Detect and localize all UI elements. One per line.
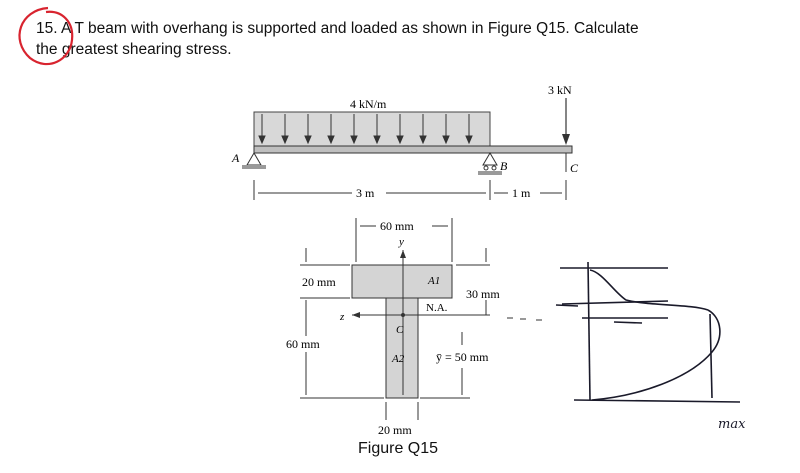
support-a-label: A: [232, 151, 240, 165]
point-load-arrow: [562, 134, 570, 145]
y-axis-label: y: [399, 236, 404, 248]
overhang-bc-label: 1 m: [512, 186, 531, 200]
point-c-label: C: [570, 161, 579, 175]
red-circle-mark: [20, 8, 73, 64]
area-a2-label: A2: [392, 353, 405, 365]
z-axis-arrow: [352, 312, 360, 318]
z-axis-label: z: [340, 311, 345, 323]
beam: [254, 146, 572, 153]
span-ab-label: 3 m: [356, 186, 375, 200]
question-line-2: the greatest shearing stress.: [36, 41, 232, 58]
question-line-1: 15. A T beam with overhang is supported and loaded as shown in Figure Q15. Calculate: [36, 20, 639, 37]
t-section-diagram: [286, 218, 500, 437]
beam-diagram: [231, 83, 579, 200]
y-axis-arrow: [400, 250, 406, 258]
figure-caption: Figure Q15: [358, 440, 439, 457]
max-annotation: max: [718, 417, 746, 432]
dash-marks: [507, 318, 542, 320]
web-width-label: 20 mm: [378, 423, 412, 437]
question-number: 15.: [36, 20, 58, 37]
flange-thickness-label: 20 mm: [302, 275, 336, 289]
distributed-load-block: [254, 112, 490, 146]
centroid-label: C: [396, 324, 404, 336]
support-a-pin: [242, 153, 266, 169]
centroid-distance-label: ȳ = 50 mm: [436, 350, 489, 364]
web: [386, 298, 418, 398]
area-a1-label: A1: [428, 275, 441, 287]
support-b-label: B: [500, 159, 508, 173]
distributed-load-label: 4 kN/m: [350, 97, 387, 111]
handwritten-shear-sketch: [556, 262, 740, 402]
web-height-label: 60 mm: [286, 337, 320, 351]
support-b-roller: [478, 153, 502, 175]
top-to-na-label: 30 mm: [466, 287, 500, 301]
neutral-axis-label: N.A.: [426, 302, 448, 314]
point-load-label: 3 kN: [548, 83, 572, 97]
flange-width-label: 60 mm: [380, 219, 414, 233]
